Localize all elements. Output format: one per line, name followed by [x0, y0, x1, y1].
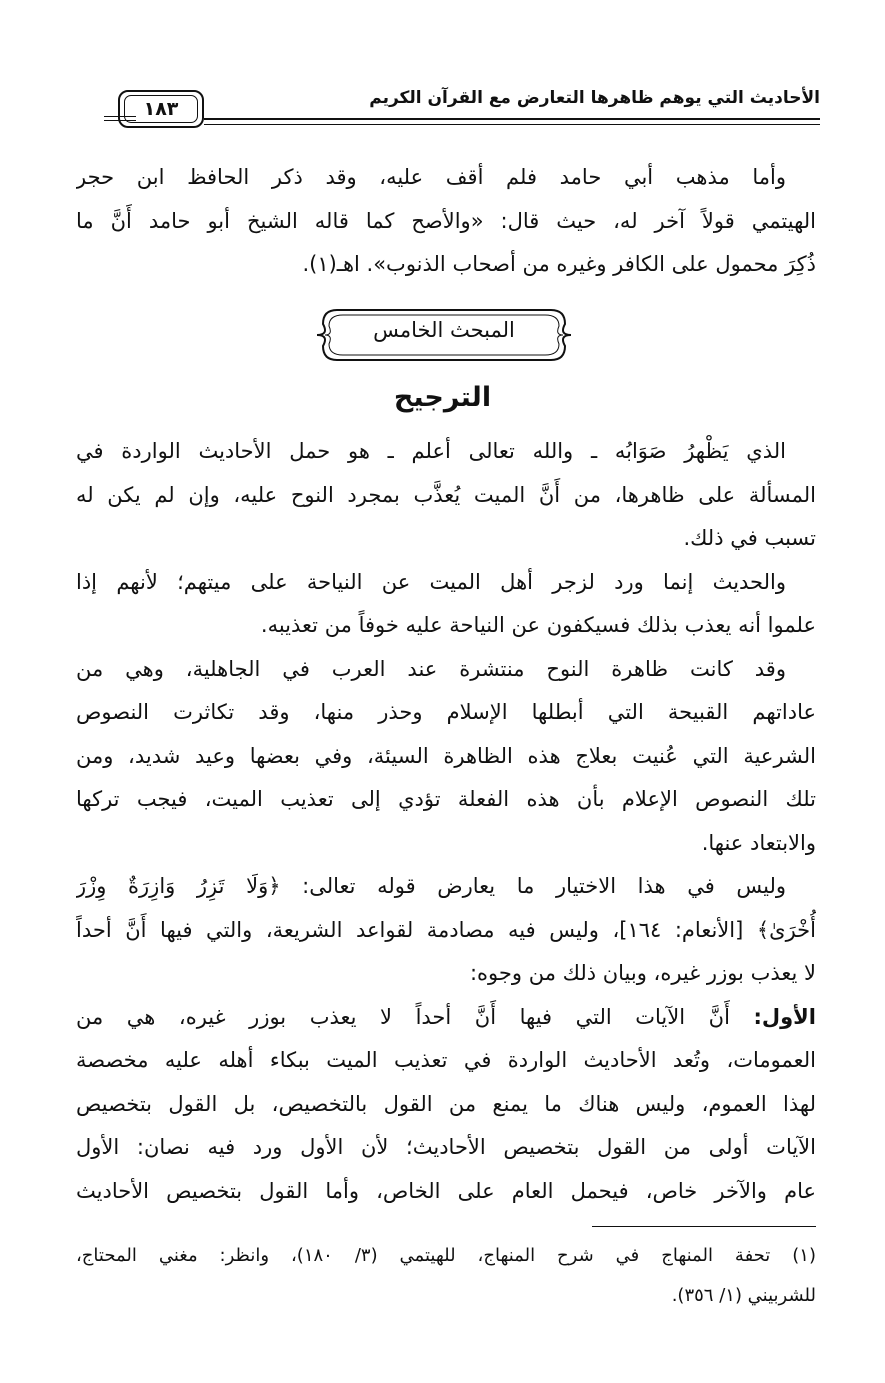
text-line: لهذا العموم، وليس هناك ما يمنع من القول بالتخصيص، بل القول بتخصيص	[76, 1091, 816, 1116]
paragraph	[76, 648, 816, 866]
header-rule	[204, 124, 820, 125]
text-line: الآيات أولى من القول بتخصيص الأحاديث؛ لأن الأول ورد فيه نصان: الأول	[76, 1135, 816, 1159]
footnote-rule	[592, 1226, 816, 1227]
footnote	[76, 1236, 816, 1316]
text-line: وليس في هذا الاختيار ما يعارض قوله تعالى: ﴿وَلَا تَزِرُ وَازِرَةٌ وِزْرَ	[76, 874, 786, 898]
paragraph	[76, 561, 816, 648]
footnote-line: (١) تحفة المنهاج في شرح المنهاج، للهيتمي (٣/ ١٨٠)، وانظر: مغني المحتاج،	[76, 1245, 816, 1266]
text-line: علموا أنه يعذب بذلك فسيكفون عن النياحة عليه خوفاً من تعذيبه.	[260, 613, 816, 637]
text-line: العمومات، وتُعد الأحاديث الواردة في تعذيب الميت ببكاء أهله عليه مخصصة	[76, 1048, 816, 1072]
main-text	[76, 430, 816, 1213]
text-line: والابتعاد عنها.	[701, 830, 816, 855]
text-line: وأما مذهب أبي حامد فلم أقف عليه، وقد ذكر الحافظ ابن حجر	[76, 165, 786, 189]
paragraph	[76, 430, 816, 561]
text-line: الشرعية التي عُنيت بعلاج هذه الظاهرة السيئة، وفي بعضها وعيد شديد، ومن	[76, 743, 816, 768]
section-label: المبحث الخامس	[373, 318, 515, 342]
first-aspect-paragraph	[76, 996, 816, 1214]
text-line: المسألة على ظاهرها، من أَنَّ الميت يُعذَّب بمجرد النوح عليه، وإن لم يكن له	[76, 482, 816, 507]
running-header	[100, 84, 820, 132]
text-line: الذي يَظْهرُ صَوَابُه ـ والله تعالى أعلم ـ هو حمل الأحاديث الواردة في	[76, 439, 786, 463]
running-title: الأحاديث التي يوهم ظاهرها التعارض مع القرآن الكريم	[369, 88, 820, 108]
text-line: لا يعذب بوزر غيره، وبيان ذلك من وجوه:	[469, 961, 816, 985]
text-line: تلك النصوص الإعلام بأن هذه الفعلة تؤدي إلى تعذيب الميت، فيجب تركها	[76, 787, 816, 811]
aspect-text: أَنَّ الآيات التي فيها أَنَّ أحداً لا يعذب بوزر غيره، هي من	[76, 1004, 730, 1029]
text-line: والحديث إنما ورد لزجر أهل الميت عن النياحة على ميتهم؛ لأنهم إذا	[76, 569, 786, 594]
text-line: تسبب في ذلك.	[683, 526, 816, 550]
section-heading: الترجيح	[393, 382, 492, 413]
section-ornament	[313, 304, 575, 366]
text-line: ذُكِرَ محمول على الكافر وغيره من أصحاب الذنوب». اهـ(١).	[302, 252, 816, 276]
text-line: أُخْرَىٰ﴾ [الأنعام: ١٦٤]، وليس فيه مصادمة لقواعد الشريعة، والتي فيها أَنَّ أحداً	[76, 917, 816, 942]
footnote-line: للشربيني (١/ ٣٥٦).	[671, 1285, 816, 1306]
aspect-label: الأول:	[753, 1004, 816, 1029]
header-rule	[204, 118, 820, 120]
text-line: عاداتهم القبيحة التي أبطلها الإسلام وحذر منها، وقد تكاثرت النصوص	[76, 700, 816, 724]
text-line: عام والآخر خاص، فيحمل العام على الخاص، وأما القول بتخصيص الأحاديث	[76, 1178, 816, 1203]
text-line: الهيتمي قولاً آخر له، حيث قال: «والأصح كما قاله الشيخ أبو حامد أَنَّ ما	[76, 208, 816, 233]
intro-paragraph	[76, 156, 816, 287]
paragraph	[76, 865, 816, 996]
page-number: ١٨٣	[124, 95, 198, 123]
page-number-frame	[118, 90, 204, 128]
text-line	[76, 996, 816, 1040]
text-line: وقد كانت ظاهرة النوح منتشرة عند العرب في الجاهلية، وهي من	[76, 656, 786, 681]
